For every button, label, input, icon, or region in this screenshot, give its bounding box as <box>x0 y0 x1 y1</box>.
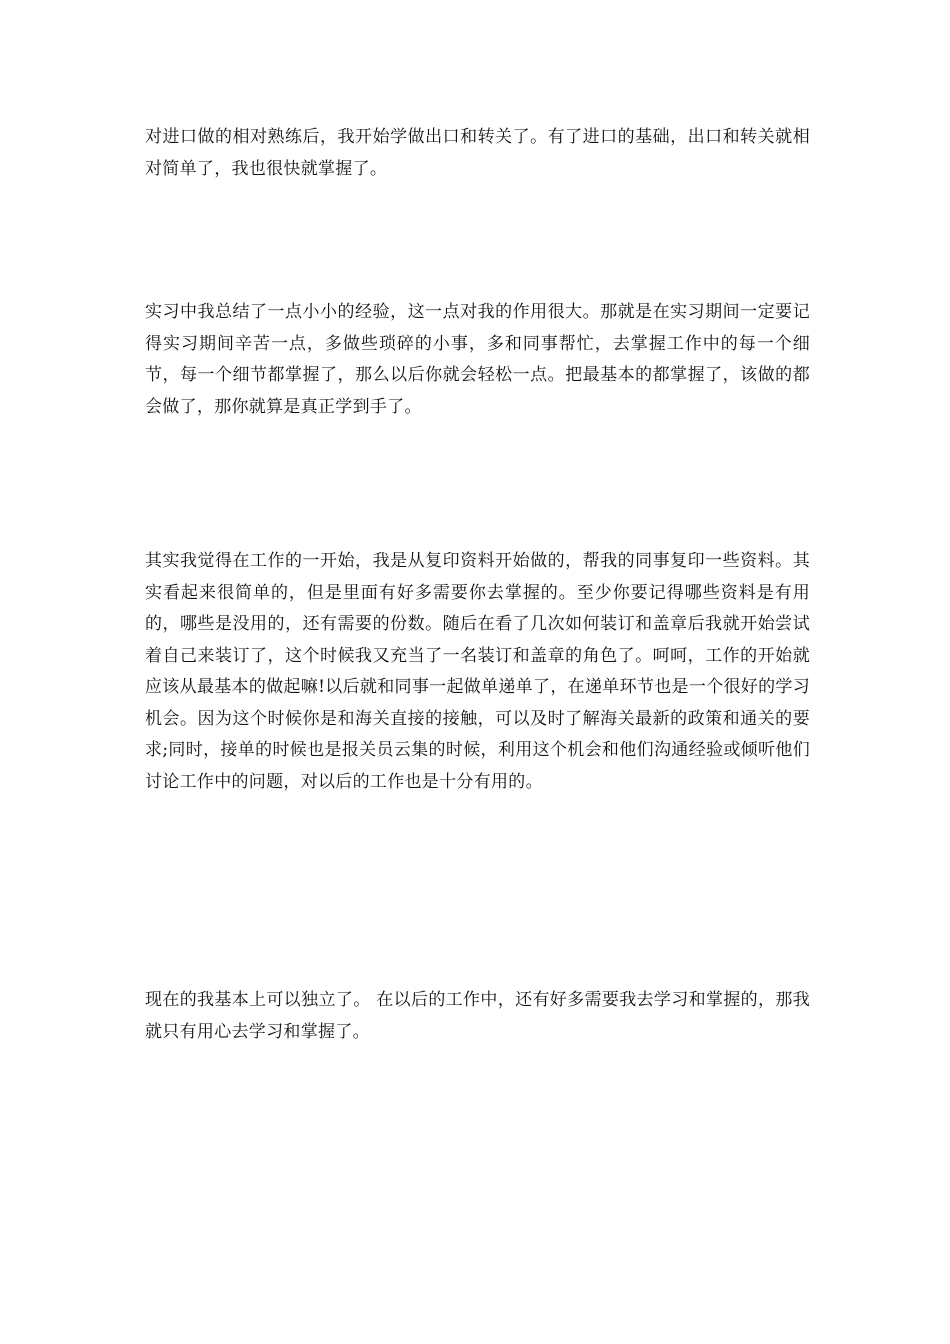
paragraph-export-transit: 对进口做的相对熟练后，我开始学做出口和转关了。有了进口的基础，出口和转关就相对简单了，我也很快就掌握了。 <box>145 127 810 179</box>
paragraph-work-beginning: 其实我觉得在工作的一开始，我是从复印资料开始做的，帮我的同事复印一些资料。其实看起来很简单的，但是里面有好多需要你去掌握的。至少你要记得哪些资料是有用的，哪些是没用的，还有需要的份数。随后在看了几次如何装订和盖章后我就开始尝试着自己来装订了，这个时候我又充当了一名装订和盖章的角色了。呵呵，工作的开始就应该从最基本的做起嘛!以后就和同事一起做单递单了，在递单环节也是一个很好的学习机会。因为这个时候你是和海关直接的接触，可以及时了解海关最新的政策和通关的要求;同时，接单的时候也是报关员云集的时候，利用这个机会和他们沟通经验或倾听他们讨论工作中的问题，对以后的工作也是十分有用的。 <box>145 551 810 792</box>
paragraph-independence: 现在的我基本上可以独立了。 在以后的工作中，还有好多需要我去学习和掌握的，那我就只有用心去学习和掌握了。 <box>145 990 810 1042</box>
paragraph-internship-experience: 实习中我总结了一点小小的经验，这一点对我的作用很大。那就是在实习期间一定要记得实习期间辛苦一点，多做些琐碎的小事，多和同事帮忙，去掌握工作中的每一个细节，每一个细节都掌握了，那么以后你就会轻松一点。把最基本的都掌握了，该做的都会做了，那你就算是真正学到手了。 <box>145 302 810 417</box>
